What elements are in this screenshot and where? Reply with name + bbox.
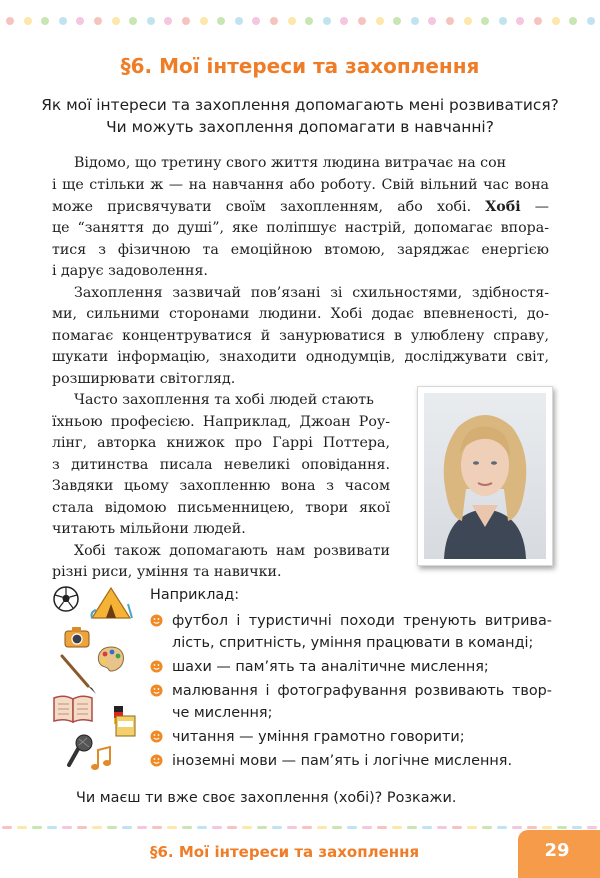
decor-dash [77,826,87,829]
text-line: тися з фізичною та емоційною втомою, заряджає енергією [52,242,549,258]
decor-dot [428,17,436,25]
section-title: §6. Мої інтереси та захоплення [120,54,480,78]
text-line: помагає концентруватися й занурюватися в улюблену справу, [52,328,549,344]
text-line: це “заняття до душі”, яке поліпшує настрій, допомагає впора- [52,220,549,236]
decor-dot [446,17,454,25]
text-line: читають мільйони людей. [52,521,246,537]
decor-dot [552,17,560,25]
text-line: стала відомою письменницею, твори якої [52,500,390,516]
footer-section-title: §6. Мої інтереси та захоплення [150,843,420,861]
decor-dot [24,17,32,25]
decor-dash [182,826,192,829]
decor-dot [164,17,172,25]
text-line: ми, сильними сторонами людини. Хобі додає впевненості, до- [52,306,549,322]
decor-dot [393,17,401,25]
decor-dot [323,17,331,25]
open-book-icon [52,694,94,724]
decor-dot [217,17,225,25]
text-line: Часто захоплення та хобі людей стають [74,392,374,408]
example-item [150,610,552,654]
decor-dot [305,17,313,25]
decor-dot [270,17,278,25]
decor-dash [107,826,117,829]
text-line: — [520,199,549,215]
decor-dash [407,826,417,829]
decor-dot [200,17,208,25]
smiley-bullet-icon [150,614,163,627]
text-line: може присвячувати своїм захопленням, або хобі. [52,199,486,215]
decor-dot [340,17,348,25]
decor-dash [122,826,132,829]
example-item [150,726,552,748]
example-text: читання — уміння грамотно говорити; [172,729,465,745]
text-line: і дарує задоволення. [52,263,208,279]
example-item [150,750,552,772]
decor-dash [257,826,267,829]
decor-dash [512,826,522,829]
top-dot-border [0,17,600,27]
text-line: і ще стільки ж — на навчання або роботу. Свій вільний час вона [52,177,549,193]
examples-list [150,610,552,772]
portrait-photo [417,386,553,566]
decor-dash [362,826,372,829]
dictionary-icon [112,702,136,738]
decor-dot [129,17,137,25]
decor-dot [516,17,524,25]
decor-dash [332,826,342,829]
decor-dash [272,826,282,829]
text-line: Захоплення зазвичай пов’язані зі схильностями, здібностя- [74,285,549,301]
decor-dash [437,826,447,829]
decor-dot [112,17,120,25]
tent-icon [88,584,134,620]
example-text: іноземні мови — пам’ять і логічне мислення. [172,753,513,769]
text-line: шукати інформацію, знаходити однодумців, досліджувати світ, [52,349,549,365]
footer-dash-border [0,826,600,830]
paint-palette-icon [96,646,126,672]
text-line: Хобі також допомагають нам розвивати [74,543,390,559]
paintbrush-icon [58,652,100,696]
example-text: малювання і фотографування розвивають твор- [172,683,552,699]
text-line: лінг, авторка книжок про Гаррі Поттера, [52,435,390,451]
decor-dot [6,17,14,25]
decor-dash [347,826,357,829]
decor-dash [167,826,177,829]
decor-dash [587,826,597,829]
decor-dot [569,17,577,25]
text-line: розширювати світогляд. [52,371,236,387]
decor-dash [497,826,507,829]
decor-dot [499,17,507,25]
decor-dash [377,826,387,829]
smiley-bullet-icon [150,730,163,743]
decor-dash [422,826,432,829]
decor-dot [94,17,102,25]
soccer-ball-icon [52,585,80,613]
text-line: Відомо, що третину свого життя людина витрачає на сон [74,155,507,171]
decor-dot [587,17,595,25]
closing-question: Чи маєш ти вже своє захоплення (хобі)? Розкажи. [76,790,457,806]
example-item [150,656,552,678]
decor-dash [557,826,567,829]
decor-dot [252,17,260,25]
decor-dash [467,826,477,829]
decor-dot [358,17,366,25]
decor-dot [41,17,49,25]
decor-dot [182,17,190,25]
decor-dash [92,826,102,829]
decor-dash [572,826,582,829]
decor-dash [242,826,252,829]
decor-dash [62,826,72,829]
decor-dash [17,826,27,829]
decor-dot [464,17,472,25]
example-text: шахи — пам’ять та аналітичне мислення; [172,659,489,675]
decor-dot [288,17,296,25]
decor-dot [481,17,489,25]
decor-dash [47,826,57,829]
decor-dash [452,826,462,829]
camera-icon [64,626,90,648]
music-note-icon [90,746,112,772]
lead-question: Як мої інтереси та захоплення допомагають мені розвиватися? Чи можуть захоплення допомагати в навчанні? [41,96,559,136]
decor-dash [392,826,402,829]
text-line: різні риси, уміння та навички. [52,564,282,580]
decor-dash [212,826,222,829]
example-text: че мислення; [172,705,273,721]
decor-dash [197,826,207,829]
decor-dash [2,826,12,829]
decor-dash [527,826,537,829]
decor-dash [32,826,42,829]
example-text: футбол і туристичні походи тренують витрива- [172,613,552,629]
page-number: 29 [544,840,570,861]
decor-dot [147,17,155,25]
example-text: лість, спритність, уміння працювати в команді; [172,635,534,651]
term-hobby: Хобі [485,199,521,215]
smiley-bullet-icon [150,684,163,697]
decor-dash [542,826,552,829]
decor-dash [227,826,237,829]
decor-dash [317,826,327,829]
smiley-bullet-icon [150,660,163,673]
example-item [150,680,552,724]
decor-dot [76,17,84,25]
examples-heading: Наприклад: [150,587,240,603]
decor-dash [482,826,492,829]
decor-dot [235,17,243,25]
text-line: їхньою професією. Наприклад, Джоан Роу- [52,414,390,430]
smiley-bullet-icon [150,754,163,767]
portrait-image [424,393,546,559]
decor-dash [137,826,147,829]
decor-dot [59,17,67,25]
decor-dot [411,17,419,25]
decor-dot [534,17,542,25]
decor-dash [152,826,162,829]
decor-dash [287,826,297,829]
decor-dash [302,826,312,829]
text-line: Завдяки цьому захопленню вона з часом [52,478,390,494]
text-line: з дитинства писала невеликі оповідання. [52,457,390,473]
decor-dot [376,17,384,25]
